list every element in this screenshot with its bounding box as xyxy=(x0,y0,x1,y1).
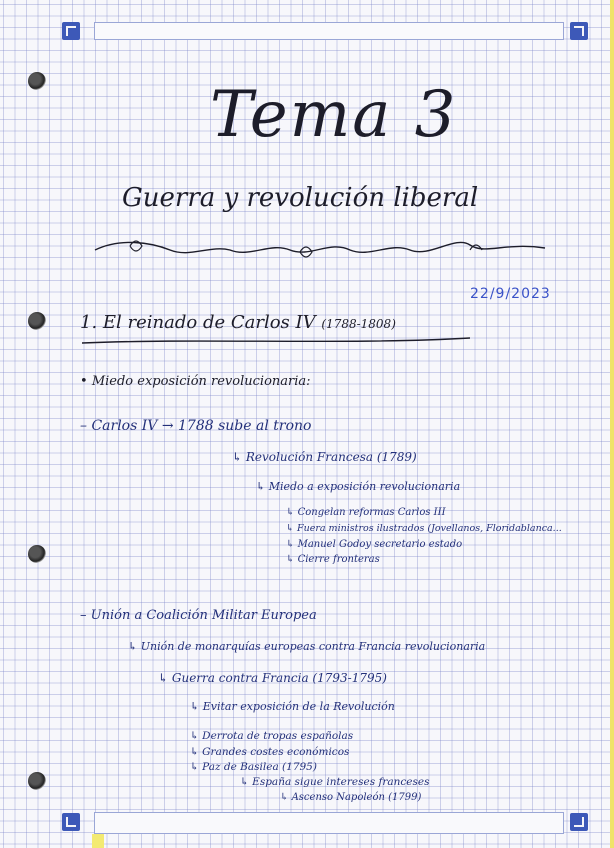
page-title: Tema 3 xyxy=(210,78,458,152)
note-line: ↳ Paz de Basilea (1795) xyxy=(190,761,317,773)
note-line: ↳ Miedo a exposición revolucionaria xyxy=(256,480,461,493)
note-line: ↳ Ascenso Napoleón (1799) xyxy=(280,792,422,803)
note-line: ↳ Congelan reformas Carlos III xyxy=(286,507,446,518)
note-line: ↳ Grandes costes económicos xyxy=(190,746,350,758)
note-line: • Miedo exposición revolucionaria: xyxy=(80,374,311,389)
section-number: 1. xyxy=(80,312,98,333)
page-subtitle: Guerra y revolución liberal xyxy=(122,183,479,213)
note-line: ↳ Unión de monarquías europeas contra Francia revolucionaria xyxy=(128,640,486,653)
note-line: ↳ Evitar exposición de la Revolución xyxy=(190,700,395,713)
note-line: – Unión a Coalición Militar Europea xyxy=(80,608,317,623)
note-line: ↳ España sigue intereses franceses xyxy=(240,776,430,788)
section-title: El reinado de Carlos IV xyxy=(102,312,316,333)
date-label: 22/9/2023 xyxy=(470,286,551,302)
section-heading xyxy=(80,312,396,333)
note-line: ↳ Guerra contra Francia (1793-1795) xyxy=(158,671,387,685)
note-line: ↳ Fuera ministros ilustrados (Jovellanos, Floridablanca... xyxy=(286,523,562,534)
note-line: ↳ Revolución Francesa (1789) xyxy=(232,450,417,464)
note-line: – Carlos IV → 1788 sube al trono xyxy=(80,418,312,434)
note-line: ↳ Derrota de tropas españolas xyxy=(190,730,354,742)
note-line: ↳ Manuel Godoy secretario estado xyxy=(286,539,463,550)
note-line: ↳ Cierre fronteras xyxy=(286,554,380,565)
section-date-range: (1788-1808) xyxy=(321,317,396,331)
